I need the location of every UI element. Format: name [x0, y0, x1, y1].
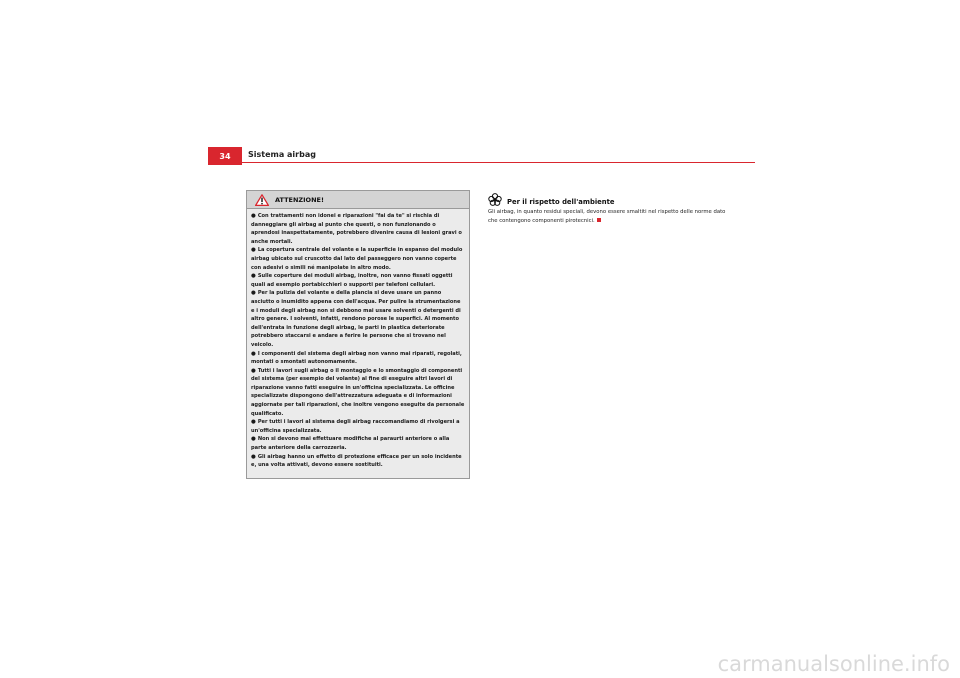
warning-item: ● Con trattamenti non idonei e riparazioni "fai da te" si rischia di danneggiare gli airbag al punto che questi, o non funzionando o aprendosi inaspettatamente, potrebbero divenire causa di lesioni gravi o anche mortali.	[251, 213, 462, 245]
warning-title: ATTENZIONE!	[275, 195, 324, 204]
page-number: 34	[208, 147, 242, 165]
warning-box	[246, 190, 470, 479]
bullet-icon: ●	[251, 290, 256, 297]
bullet-icon: ●	[251, 350, 256, 357]
bullet-icon: ●	[251, 247, 256, 254]
environment-title: Per il rispetto dell'ambiente	[507, 198, 615, 206]
environment-header	[488, 193, 614, 207]
watermark-logo	[652, 651, 952, 675]
page-title: Sistema airbag	[248, 150, 316, 159]
bullet-icon: ●	[251, 273, 256, 280]
warning-list	[247, 209, 469, 470]
svg-text:carmanualsonline.info: carmanualsonline.info	[717, 652, 950, 675]
warning-item: ● Tutti i lavori sugli airbag o il montaggio e lo smontaggio di componenti del sistema (per esempio del volante) al fine di eseguire altri lavori di riparazione vanno fatti eseguire in un'officina specializzata. Le officine specializzate dispongono dell'attrezzatura adeguata e di informazioni aggiornate per tali riparazioni, che inoltre vengono eseguite da personale qualificato.	[251, 367, 465, 417]
header-divider	[208, 162, 755, 163]
bullet-icon: ●	[251, 436, 256, 443]
warning-item: ● Per tutti i lavori al sistema degli airbag raccomandiamo di rivolgersi a un'officina specializzata.	[251, 419, 460, 434]
warning-item: ● Gli airbag hanno un effetto di protezione efficace per un solo incidente e, una volta attivati, devono essere sostituiti.	[251, 453, 462, 469]
warning-item: ● Non si devono mai effettuare modifiche al paraurti anteriore o alla parte anteriore della carrozzeria.	[251, 436, 450, 452]
bullet-icon: ●	[251, 419, 256, 426]
environment-flower-icon	[488, 193, 502, 207]
bullet-icon: ●	[251, 213, 256, 219]
end-of-section-icon	[597, 218, 601, 222]
warning-triangle-icon	[255, 194, 269, 206]
warning-header	[247, 191, 469, 209]
warning-item: ● I componenti del sistema degli airbag non vanno mai riparati, regolati, montati o smontati autonomamente.	[251, 350, 462, 366]
warning-item: ● La copertura centrale del volante e la superficie in espanso del modulo airbag ubicato sul cruscotto dal lato del passeggero non vanno coperte con adesivi o simili né manipolate in altro modo.	[251, 247, 463, 271]
bullet-icon: ●	[251, 453, 256, 460]
environment-text: Gli airbag, in quanto residui speciali, devono essere smaltiti nel rispetto delle norme dato che contengono componenti pirotecnici.	[488, 209, 726, 224]
bullet-icon: ●	[251, 367, 256, 374]
warning-item: ● Sulle coperture dei moduli airbag, inoltre, non vanno fissati oggetti quali ad esempio portabicchieri o supporti per telefoni cellulari.	[251, 273, 453, 288]
warning-item: ● Per la pulizia del volante e della plancia si deve usare un panno asciutto o inumidito appena con dell'acqua. Per pulire la strumentazione e i moduli degli airbag non si debbono mai usare solventi o detergenti di altro genere. I solventi, infatti, rendono porose le superfici. Al momento dell'entrata in funzione degli airbag, le parti in plastica deteriorate potrebbero staccarsi e andare a ferire le persone che si trovano nel veicolo.	[251, 290, 461, 348]
